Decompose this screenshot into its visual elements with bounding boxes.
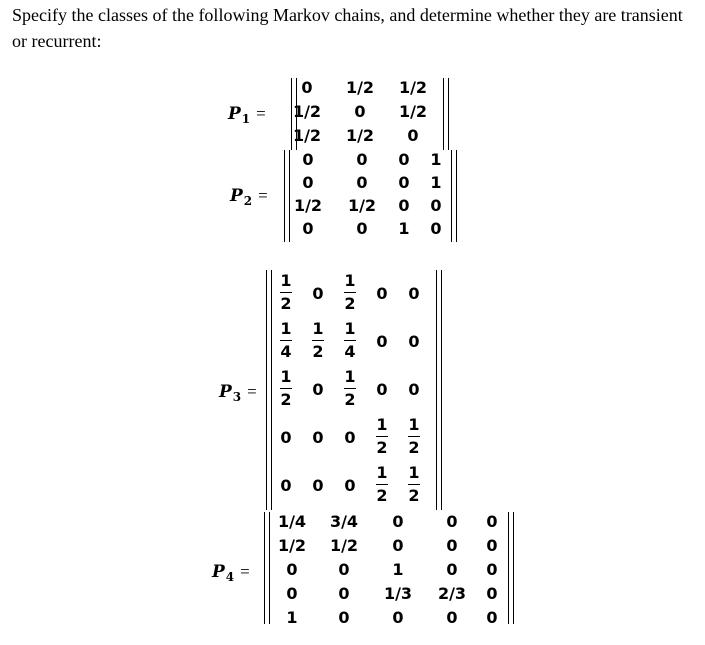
p3-entry: 0 bbox=[312, 284, 324, 303]
p4-entry: 0 bbox=[446, 512, 458, 531]
p1-entry: 1/2 bbox=[292, 126, 322, 145]
fraction-line bbox=[408, 484, 420, 485]
p4-matrix bbox=[264, 512, 516, 627]
p3-entry-fraction bbox=[373, 416, 391, 457]
p4-entry: 0 bbox=[392, 536, 404, 555]
p3-entry-fraction bbox=[341, 272, 359, 313]
p1-entry: 1/2 bbox=[398, 102, 428, 121]
p2-symbol: P bbox=[230, 186, 243, 206]
p2-entry: 1/2 bbox=[347, 196, 377, 215]
p4-entry: 2/3 bbox=[437, 584, 467, 603]
fraction-line bbox=[344, 388, 356, 389]
p3-entry-fraction bbox=[341, 320, 359, 361]
p3-entry: 0 bbox=[280, 476, 292, 495]
p1-entry: 0 bbox=[354, 102, 366, 121]
p1-subscript: 1 bbox=[241, 112, 251, 126]
fraction-denominator: 4 bbox=[344, 342, 356, 361]
fraction-denominator: 2 bbox=[408, 486, 420, 505]
fraction-line bbox=[344, 292, 356, 293]
p4-entry: 0 bbox=[338, 584, 350, 603]
matrix-left-bar bbox=[266, 270, 272, 510]
p2-entry: 0 bbox=[398, 196, 410, 215]
fraction-line bbox=[312, 340, 324, 341]
p4-entry: 0 bbox=[286, 584, 298, 603]
fraction-denominator: 4 bbox=[280, 342, 292, 361]
matrix-right-bar bbox=[443, 78, 449, 150]
fraction-denominator: 2 bbox=[344, 294, 356, 313]
fraction-denominator: 2 bbox=[376, 438, 388, 457]
fraction-line bbox=[376, 484, 388, 485]
p3-entry-fraction bbox=[405, 416, 423, 457]
p2-entry: 0 bbox=[302, 219, 314, 238]
fraction-numerator: 1 bbox=[376, 415, 388, 434]
fraction-line bbox=[344, 340, 356, 341]
p1-entry: 1/2 bbox=[398, 78, 428, 97]
p3-entry: 0 bbox=[344, 428, 356, 447]
p3-entry: 0 bbox=[312, 476, 324, 495]
p1-entry: 0 bbox=[407, 126, 419, 145]
p4-entry: 1/3 bbox=[383, 584, 413, 603]
p2-subscript: 2 bbox=[243, 194, 253, 208]
p2-entry: 0 bbox=[356, 173, 368, 192]
fraction-numerator: 1 bbox=[280, 367, 292, 386]
p4-entry: 0 bbox=[286, 560, 298, 579]
p2-matrix bbox=[284, 150, 459, 242]
p3-entry: 0 bbox=[312, 380, 324, 399]
fraction-denominator: 2 bbox=[280, 390, 292, 409]
problem-statement: Specify the classes of the following Markov chains, and determine whether they are transient or recurrent: bbox=[12, 5, 683, 51]
p1-label bbox=[228, 104, 266, 124]
fraction-numerator: 1 bbox=[312, 319, 324, 338]
p2-entry: 0 bbox=[430, 219, 442, 238]
fraction-numerator: 1 bbox=[408, 415, 420, 434]
p1-entry: 1/2 bbox=[345, 78, 375, 97]
p3-entry: 0 bbox=[408, 380, 420, 399]
fraction-numerator: 1 bbox=[376, 463, 388, 482]
p4-entry: 0 bbox=[338, 608, 350, 627]
p3-entry-fraction bbox=[277, 320, 295, 361]
p2-entry: 0 bbox=[356, 150, 368, 169]
p2-entry: 1/2 bbox=[293, 196, 323, 215]
p3-symbol: P bbox=[219, 382, 232, 402]
p3-matrix bbox=[266, 270, 446, 510]
fraction-line bbox=[376, 436, 388, 437]
p4-entry: 0 bbox=[486, 584, 498, 603]
p1-entry: 0 bbox=[301, 78, 313, 97]
p4-equals: = bbox=[240, 562, 250, 581]
fraction-denominator: 2 bbox=[312, 342, 324, 361]
p4-entry: 0 bbox=[392, 608, 404, 627]
fraction-numerator: 1 bbox=[408, 463, 420, 482]
fraction-numerator: 1 bbox=[344, 367, 356, 386]
p2-entry: 1 bbox=[430, 173, 442, 192]
p3-entry-fraction bbox=[405, 464, 423, 505]
p4-entry: 1/4 bbox=[277, 512, 307, 531]
p4-entry: 0 bbox=[446, 536, 458, 555]
p2-entry: 1 bbox=[430, 150, 442, 169]
p4-entry: 0 bbox=[486, 560, 498, 579]
p3-entry: 0 bbox=[376, 380, 388, 399]
fraction-line bbox=[408, 436, 420, 437]
p3-entry: 0 bbox=[344, 476, 356, 495]
p3-entry: 0 bbox=[280, 428, 292, 447]
p4-entry: 1 bbox=[286, 608, 298, 627]
p4-entry: 0 bbox=[446, 560, 458, 579]
p2-entry: 0 bbox=[356, 219, 368, 238]
p2-entry: 0 bbox=[398, 150, 410, 169]
p2-equals: = bbox=[258, 186, 268, 205]
p4-entry: 0 bbox=[338, 560, 350, 579]
matrix-right-bar bbox=[436, 270, 442, 510]
fraction-line bbox=[280, 388, 292, 389]
p3-label bbox=[219, 382, 257, 402]
p4-entry: 0 bbox=[486, 512, 498, 531]
fraction-denominator: 2 bbox=[376, 486, 388, 505]
p2-entry: 0 bbox=[302, 173, 314, 192]
p2-label bbox=[230, 186, 268, 206]
fraction-line bbox=[280, 292, 292, 293]
p4-symbol: P bbox=[212, 562, 225, 582]
p3-entry: 0 bbox=[376, 284, 388, 303]
fraction-numerator: 1 bbox=[344, 319, 356, 338]
p4-subscript: 4 bbox=[225, 570, 235, 584]
p1-equals: = bbox=[256, 104, 266, 123]
p4-entry: 0 bbox=[486, 608, 498, 627]
p2-entry: 0 bbox=[430, 196, 442, 215]
p3-entry-fraction bbox=[277, 272, 295, 313]
p4-label bbox=[212, 562, 250, 582]
p1-symbol: P bbox=[228, 104, 241, 124]
p2-entry: 1 bbox=[398, 219, 410, 238]
p3-entry: 0 bbox=[376, 332, 388, 351]
p3-equals: = bbox=[247, 382, 257, 401]
fraction-denominator: 2 bbox=[280, 294, 292, 313]
p1-entry: 1/2 bbox=[345, 126, 375, 145]
p2-entry: 0 bbox=[398, 173, 410, 192]
p4-entry: 0 bbox=[446, 608, 458, 627]
fraction-denominator: 2 bbox=[344, 390, 356, 409]
p1-entry: 1/2 bbox=[292, 102, 322, 121]
fraction-line bbox=[280, 340, 292, 341]
p4-entry: 1/2 bbox=[277, 536, 307, 555]
p4-entry: 1 bbox=[392, 560, 404, 579]
p3-subscript: 3 bbox=[232, 390, 242, 404]
p3-entry: 0 bbox=[408, 332, 420, 351]
fraction-numerator: 1 bbox=[280, 271, 292, 290]
p4-entry: 1/2 bbox=[329, 536, 359, 555]
fraction-numerator: 1 bbox=[280, 319, 292, 338]
p1-matrix bbox=[283, 78, 453, 150]
p4-entry: 3/4 bbox=[329, 512, 359, 531]
p4-entry: 0 bbox=[486, 536, 498, 555]
fraction-numerator: 1 bbox=[344, 271, 356, 290]
p3-entry: 0 bbox=[408, 284, 420, 303]
p2-entry: 0 bbox=[302, 150, 314, 169]
p3-entry-fraction bbox=[309, 320, 327, 361]
p3-entry-fraction bbox=[341, 368, 359, 409]
p3-entry: 0 bbox=[312, 428, 324, 447]
p3-entry-fraction bbox=[277, 368, 295, 409]
matrix-left-bar bbox=[264, 512, 270, 624]
p4-entry: 0 bbox=[392, 512, 404, 531]
p3-entry-fraction bbox=[373, 464, 391, 505]
fraction-denominator: 2 bbox=[408, 438, 420, 457]
